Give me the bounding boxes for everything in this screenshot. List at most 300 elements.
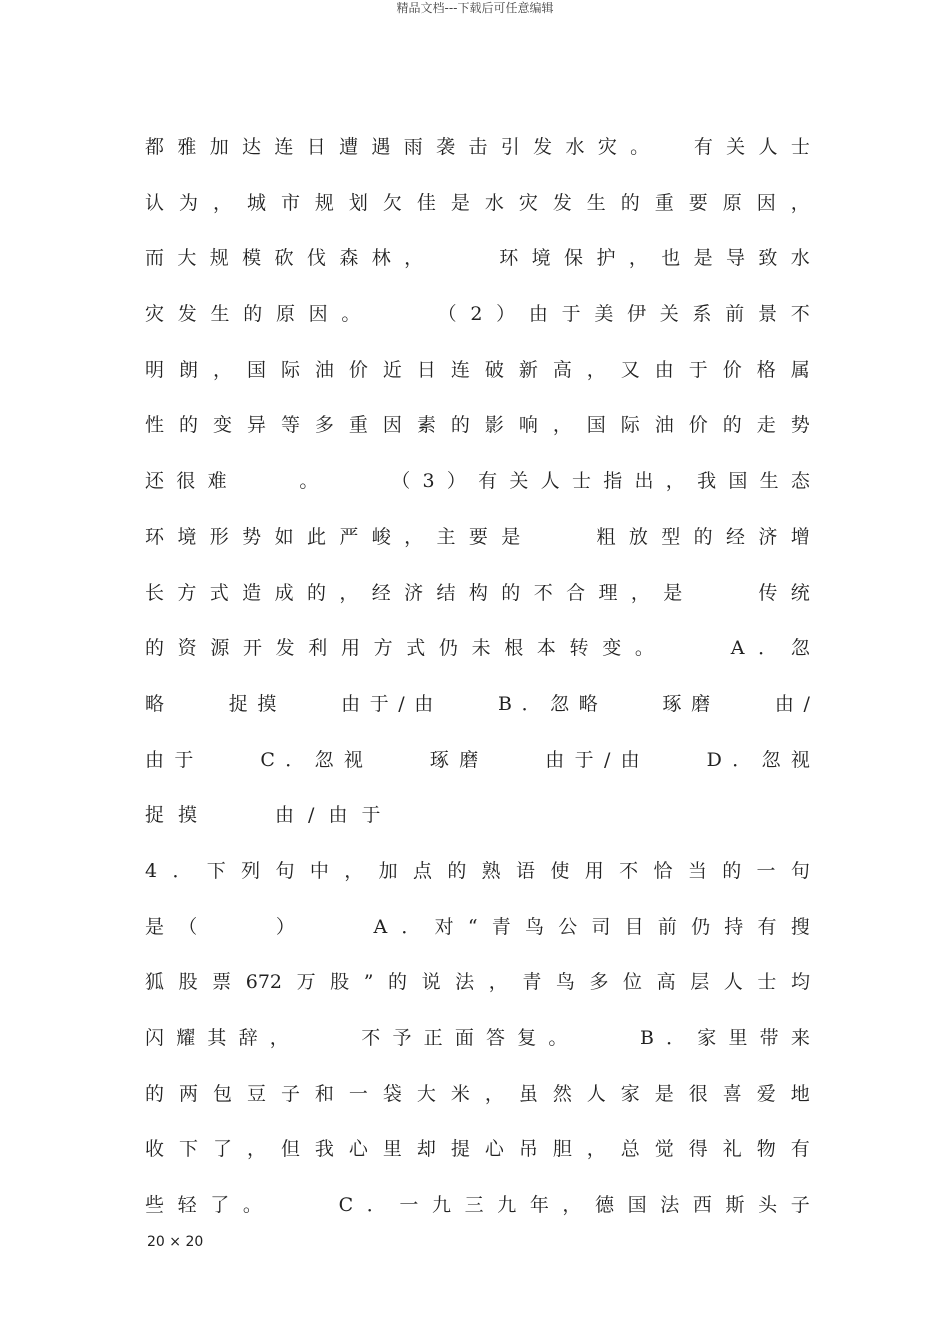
text-line [145, 287, 810, 343]
text-glyph: ， [212, 191, 232, 214]
text-glyph: 美 [594, 303, 614, 326]
text-glyph: 遇 [371, 136, 391, 158]
text-glyph: 于 [361, 804, 381, 827]
text-glyph: ， [488, 971, 508, 994]
text-glyph: ， [246, 1138, 266, 1161]
text-glyph: 捉 [145, 804, 165, 827]
text-glyph: 总 [620, 1138, 640, 1161]
text-glyph: 其 [207, 1027, 227, 1049]
text-glyph: 大 [416, 1082, 436, 1105]
text-glyph: ） [496, 303, 516, 326]
text-line [145, 788, 810, 844]
text-glyph: 灾 [597, 136, 617, 158]
text-glyph: 由 [545, 748, 565, 771]
text-glyph: 提 [450, 1138, 470, 1161]
text-glyph: 保 [564, 247, 584, 270]
text-glyph: ， [339, 581, 359, 604]
text-glyph: 是 [663, 581, 683, 604]
text-glyph: 股 [330, 971, 350, 994]
text-glyph: 由 [774, 692, 794, 715]
text-glyph: 豆 [246, 1082, 266, 1105]
text-glyph: ， [552, 414, 572, 437]
text-glyph: 然 [552, 1082, 572, 1105]
text-glyph: 法 [660, 1194, 680, 1217]
text-glyph: 正 [423, 1027, 443, 1049]
text-glyph: 视 [343, 748, 363, 771]
text-glyph: 捉 [228, 692, 248, 715]
text-glyph [470, 677, 488, 733]
text-glyph: D [706, 748, 722, 771]
text-glyph: 人 [723, 971, 743, 994]
text-glyph: ． [285, 748, 305, 771]
text-glyph [275, 1178, 293, 1234]
text-glyph: 放 [628, 525, 648, 548]
text-glyph [314, 677, 332, 733]
text-glyph: 由 [620, 748, 640, 771]
text-glyph: 发 [552, 191, 572, 214]
text-glyph: 和 [314, 1082, 334, 1105]
text-glyph: 森 [339, 247, 359, 270]
text-glyph: 得 [688, 1138, 708, 1161]
text-glyph: 油 [654, 414, 674, 437]
text-glyph: 关 [726, 136, 746, 158]
text-glyph: 出 [634, 470, 654, 493]
text-glyph: 重 [348, 414, 368, 437]
text-glyph: 的 [388, 971, 408, 994]
text-glyph: 结 [436, 581, 456, 604]
text-glyph: 灾 [145, 303, 165, 326]
text-glyph: 多 [589, 971, 609, 994]
text-glyph: 九 [431, 1194, 451, 1217]
text-glyph: 际 [620, 414, 640, 437]
text-glyph: 。 [242, 1194, 262, 1217]
text-glyph: / [803, 692, 810, 715]
text-glyph: 峻 [371, 525, 391, 548]
text-glyph: 灾 [518, 191, 538, 214]
text-glyph [174, 677, 192, 733]
text-glyph: 虽 [518, 1082, 538, 1105]
text-glyph: 不 [533, 581, 553, 604]
text-glyph: 包 [212, 1082, 232, 1105]
text-glyph: 我 [697, 470, 717, 493]
text-glyph: 规 [209, 247, 229, 270]
text-glyph: 琢 [429, 748, 449, 771]
text-glyph: 忽 [790, 637, 810, 660]
text-glyph: 济 [404, 581, 424, 604]
text-glyph: 家 [620, 1082, 640, 1105]
text-glyph: 前 [725, 303, 745, 326]
text-glyph: / [603, 748, 611, 771]
text-glyph [232, 733, 250, 789]
text-glyph: 经 [726, 525, 746, 548]
text-glyph: 的 [722, 414, 742, 437]
text-glyph: 忽 [761, 748, 781, 771]
text-glyph: 股 [178, 971, 198, 994]
text-glyph: 理 [598, 581, 618, 604]
text-glyph: 影 [484, 414, 504, 437]
text-glyph: 成 [274, 581, 294, 604]
text-glyph: 市 [280, 191, 300, 214]
text-glyph: 摸 [257, 692, 277, 715]
text-glyph: 面 [454, 1027, 474, 1049]
text-line [145, 1178, 810, 1234]
text-glyph [211, 788, 229, 844]
text-glyph: 略 [145, 692, 165, 715]
text-glyph: 我 [314, 1138, 334, 1161]
text-glyph: 了 [212, 1138, 232, 1161]
text-glyph: 因 [308, 303, 328, 326]
text-glyph: 士 [757, 971, 777, 994]
text-glyph [607, 677, 625, 733]
text-glyph: 的 [145, 637, 165, 660]
text-glyph: C [338, 1194, 354, 1217]
text-glyph: 模 [242, 247, 262, 270]
text-glyph: 雨 [403, 136, 423, 158]
text-glyph: A [730, 637, 745, 660]
text-glyph: 变 [212, 414, 232, 437]
text-glyph: 砍 [274, 247, 294, 270]
text-glyph: 本 [536, 637, 556, 660]
text-glyph [374, 287, 392, 343]
text-glyph [307, 1178, 325, 1234]
text-glyph: 使 [550, 859, 570, 882]
page-header: 精品文档---下载后可任意编辑 [396, 1, 554, 15]
text-glyph: 利 [308, 637, 328, 660]
text-glyph: 中 [309, 859, 329, 882]
text-glyph [443, 677, 461, 733]
text-glyph [286, 677, 304, 733]
text-glyph: 袋 [382, 1082, 402, 1105]
text-glyph: 日 [306, 136, 326, 158]
document-body [145, 120, 810, 1234]
text-glyph: 搜 [790, 915, 810, 938]
text-glyph: 。 [548, 1027, 568, 1049]
text-line [145, 454, 810, 510]
grid-size-label: 20 × 20 [147, 1234, 204, 1250]
text-glyph: 于 [574, 748, 594, 771]
text-glyph: 高 [656, 971, 676, 994]
text-glyph: ， [630, 581, 650, 604]
text-glyph: 人 [586, 1082, 606, 1105]
text-glyph: / [308, 804, 315, 827]
text-glyph: 有 [790, 1138, 810, 1161]
text-glyph: 用 [584, 859, 604, 882]
text-glyph: ， [269, 1027, 289, 1049]
text-glyph: 新 [518, 358, 538, 381]
text-glyph: 粗 [596, 525, 616, 548]
text-glyph: ， [404, 525, 424, 548]
text-glyph: 价 [688, 414, 708, 437]
text-glyph: 城 [246, 191, 266, 214]
text-glyph [699, 621, 717, 677]
text-glyph: 关 [509, 470, 529, 493]
text-glyph: “ [467, 915, 478, 938]
text-glyph: 型 [661, 525, 681, 548]
text-glyph: 轻 [177, 1194, 197, 1217]
text-glyph: 要 [468, 525, 488, 548]
text-glyph [727, 566, 745, 622]
text-line [145, 510, 810, 566]
text-glyph [468, 231, 486, 287]
text-glyph: 有 [693, 136, 713, 158]
text-glyph: C [260, 748, 275, 771]
text-glyph: 源 [210, 637, 230, 660]
text-glyph: 划 [348, 191, 368, 214]
text-glyph: 形 [209, 525, 229, 548]
text-glyph: （ [391, 470, 411, 493]
text-glyph: 因 [756, 191, 776, 214]
text-glyph: 收 [145, 1138, 165, 1161]
text-glyph [517, 733, 535, 789]
text-glyph: 点 [412, 859, 432, 882]
text-glyph: 由 [328, 804, 348, 827]
text-glyph: 际 [280, 358, 300, 381]
text-glyph: 加 [378, 859, 398, 882]
text-glyph: （ [178, 915, 198, 938]
text-glyph: 因 [382, 414, 402, 437]
text-glyph: 为 [178, 191, 198, 214]
text-glyph: 关 [659, 303, 679, 326]
text-glyph: 万 [296, 971, 316, 994]
text-glyph: 对 [434, 915, 454, 938]
text-glyph [341, 900, 359, 956]
text-glyph: 狐 [145, 971, 165, 994]
text-glyph [696, 566, 714, 622]
text-glyph: 头 [758, 1194, 778, 1217]
text-glyph: 式 [406, 637, 426, 660]
text-line [145, 1011, 810, 1067]
text-glyph: 票 [212, 971, 232, 994]
text-glyph: 生 [210, 303, 230, 326]
text-line [145, 955, 810, 1011]
text-glyph: 但 [280, 1138, 300, 1161]
text-glyph: 忽 [550, 692, 570, 715]
text-glyph [650, 733, 668, 789]
text-glyph: 引 [500, 136, 520, 158]
text-glyph [534, 510, 552, 566]
text-glyph: 鸟 [524, 915, 544, 938]
text-glyph: 素 [416, 414, 436, 437]
text-glyph: B [498, 692, 512, 715]
text-glyph: 爱 [756, 1082, 776, 1105]
text-glyph: 很 [176, 470, 196, 493]
text-glyph: 造 [242, 581, 262, 604]
text-glyph: 持 [724, 915, 744, 938]
text-glyph [668, 621, 686, 677]
text-glyph: 的 [447, 859, 467, 882]
text-glyph: 伐 [306, 247, 326, 270]
text-glyph: 答 [486, 1027, 506, 1049]
text-glyph: 发 [275, 637, 295, 660]
text-glyph: 有 [478, 470, 498, 493]
text-glyph: 如 [274, 525, 294, 548]
text-glyph [406, 287, 424, 343]
text-glyph [361, 454, 379, 510]
text-glyph: 的 [501, 581, 521, 604]
text-glyph: 式 [209, 581, 229, 604]
text-glyph: 法 [455, 971, 475, 994]
text-glyph: 来 [790, 1027, 810, 1049]
text-glyph: 青 [522, 971, 542, 994]
text-glyph: 日 [416, 358, 436, 381]
text-glyph: 很 [688, 1082, 708, 1105]
text-glyph: 摸 [178, 804, 198, 827]
text-glyph: 喜 [722, 1082, 742, 1105]
text-glyph: 袭 [436, 136, 456, 158]
text-glyph: 鸟 [555, 971, 575, 994]
text-glyph: 发 [533, 136, 553, 158]
text-glyph: 吊 [518, 1138, 538, 1161]
text-glyph: 异 [246, 414, 266, 437]
text-glyph: 严 [339, 525, 359, 548]
text-glyph: 。 [630, 136, 650, 158]
text-glyph: ， [586, 358, 606, 381]
text-glyph: 一 [756, 859, 776, 882]
text-line [145, 677, 810, 733]
text-glyph: 认 [145, 191, 165, 214]
text-glyph: 水 [565, 136, 585, 158]
text-glyph [663, 120, 681, 176]
text-glyph: 传 [758, 581, 778, 604]
text-glyph: 辞 [238, 1027, 258, 1049]
text-glyph: 高 [552, 358, 572, 381]
text-glyph: 规 [314, 191, 334, 214]
text-glyph: 的 [178, 414, 198, 437]
text-glyph: 却 [416, 1138, 436, 1161]
text-glyph: 态 [790, 470, 810, 493]
text-glyph: 是 [501, 525, 521, 548]
text-glyph: 要 [688, 191, 708, 214]
text-glyph: 的 [243, 303, 263, 326]
text-glyph: 根 [504, 637, 524, 660]
text-glyph: 还 [145, 470, 165, 493]
text-glyph: 。 [634, 637, 654, 660]
text-glyph: 原 [722, 191, 742, 214]
text-glyph [610, 1011, 628, 1067]
text-glyph: ， [562, 1194, 582, 1217]
text-glyph: 物 [756, 1138, 776, 1161]
text-glyph: 势 [790, 414, 810, 437]
text-glyph: 导 [726, 247, 746, 270]
text-glyph [580, 1011, 598, 1067]
text-glyph: 家 [697, 1027, 717, 1049]
text-glyph: 句 [790, 859, 810, 882]
text-glyph: 国 [728, 470, 748, 493]
text-glyph [373, 733, 391, 789]
text-glyph [243, 788, 261, 844]
text-glyph: 公 [558, 915, 578, 938]
text-glyph: 方 [177, 581, 197, 604]
text-glyph: 性 [145, 414, 165, 437]
text-glyph [635, 677, 653, 733]
text-glyph: 增 [790, 525, 810, 548]
text-line [145, 733, 810, 789]
text-glyph: 胆 [552, 1138, 572, 1161]
text-glyph: ” [363, 971, 374, 994]
text-glyph: 多 [314, 414, 334, 437]
text-glyph: 于 [688, 358, 708, 381]
text-glyph: 由 [145, 748, 165, 771]
text-glyph: 不 [361, 1027, 381, 1049]
text-glyph: 下 [178, 1138, 198, 1161]
text-glyph: 士 [790, 136, 810, 158]
text-glyph: 国 [586, 414, 606, 437]
text-line [145, 1067, 810, 1123]
text-glyph [201, 677, 219, 733]
text-glyph: 此 [306, 525, 326, 548]
text-glyph: 致 [758, 247, 778, 270]
text-glyph: 水 [484, 191, 504, 214]
text-glyph: 主 [436, 525, 456, 548]
text-glyph: 连 [274, 136, 294, 158]
text-line [145, 231, 810, 287]
text-glyph: 闪 [145, 1027, 165, 1049]
text-glyph: 德 [595, 1194, 615, 1217]
text-glyph: 的 [450, 414, 470, 437]
text-glyph: 了 [210, 1194, 230, 1217]
text-glyph: 的 [145, 1082, 165, 1105]
text-glyph: 句 [275, 859, 295, 882]
text-glyph: 格 [756, 358, 776, 381]
text-glyph: 熟 [481, 859, 501, 882]
text-glyph: 原 [275, 303, 295, 326]
text-glyph: 下 [206, 859, 226, 882]
text-glyph: 4 [145, 859, 158, 882]
text-glyph: 当 [687, 859, 707, 882]
text-glyph: 是 [693, 247, 713, 270]
text-glyph: 的 [722, 859, 742, 882]
text-glyph: 由 [654, 358, 674, 381]
text-line [145, 1122, 810, 1178]
text-glyph: 九 [497, 1194, 517, 1217]
text-glyph: 里 [728, 1027, 748, 1049]
text-glyph [204, 733, 222, 789]
text-glyph: 又 [620, 358, 640, 381]
text-glyph: 济 [758, 525, 778, 548]
text-glyph: 是 [654, 1082, 674, 1105]
text-glyph: 近 [382, 358, 402, 381]
text-glyph: 也 [661, 247, 681, 270]
text-glyph: 子 [790, 1194, 810, 1217]
text-glyph: 目 [624, 915, 644, 938]
text-glyph: 发 [177, 303, 197, 326]
text-glyph [331, 1011, 349, 1067]
text-glyph: 佳 [416, 191, 436, 214]
text-glyph: 油 [314, 358, 334, 381]
text-glyph: 层 [690, 971, 710, 994]
text-glyph: 重 [654, 191, 674, 214]
text-glyph: ， [665, 470, 685, 493]
text-glyph: 加 [209, 136, 229, 158]
text-glyph [565, 510, 583, 566]
text-glyph: 语 [516, 859, 536, 882]
text-glyph: 不 [619, 859, 639, 882]
text-glyph: 由 [414, 692, 434, 715]
text-glyph: 前 [657, 915, 677, 938]
text-line [145, 621, 810, 677]
text-glyph: 人 [758, 136, 778, 158]
text-glyph [437, 231, 455, 287]
text-glyph: 变 [602, 637, 622, 660]
text-glyph: 用 [340, 637, 360, 660]
text-glyph [331, 454, 349, 510]
text-glyph: 是 [145, 915, 165, 938]
text-glyph: 复 [517, 1027, 537, 1049]
text-glyph [211, 900, 229, 956]
text-glyph: 予 [392, 1027, 412, 1049]
text-glyph: 仍 [691, 915, 711, 938]
text-glyph: ． [732, 748, 752, 771]
